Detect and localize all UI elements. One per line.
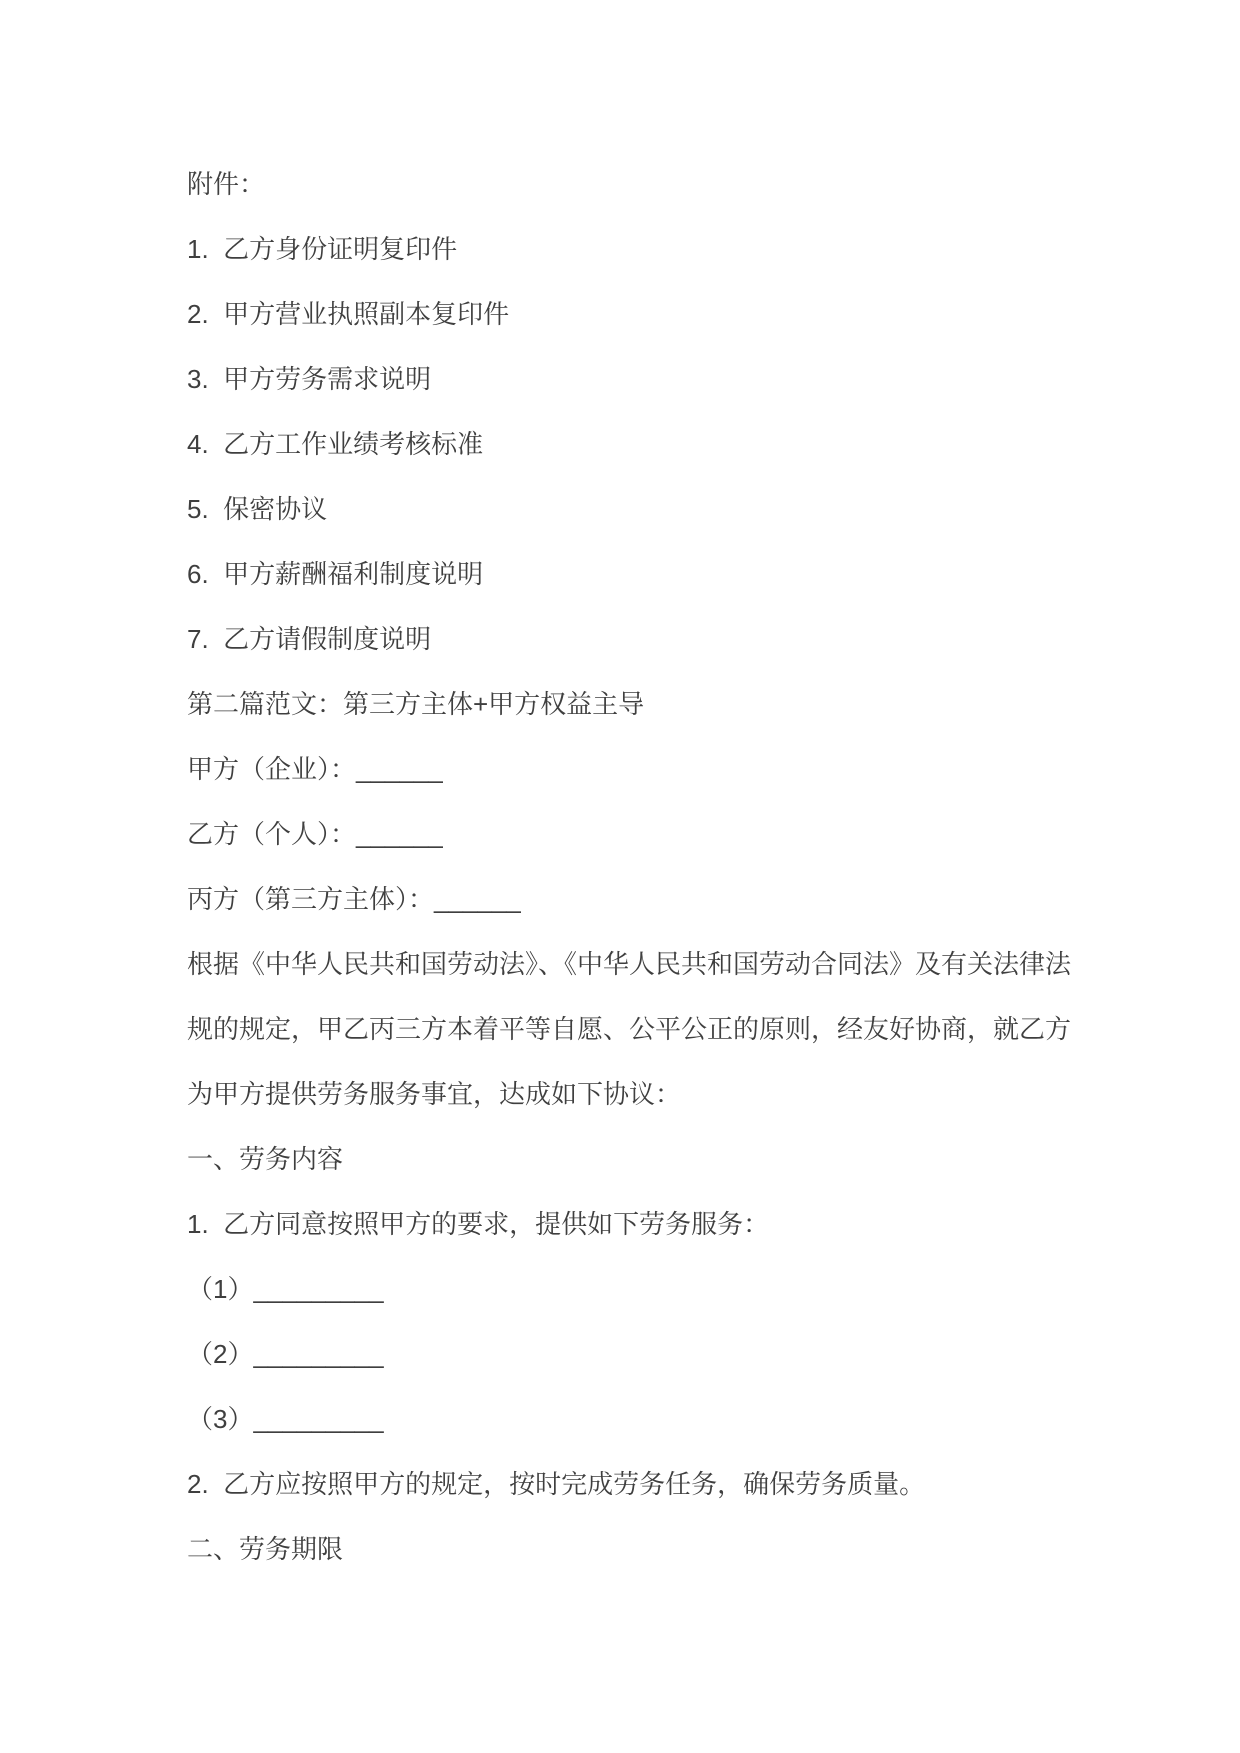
service-blank-1: （1）_________ bbox=[187, 1274, 384, 1304]
preamble-line-3: 为甲方提供劳务服务事宜，达成如下协议： bbox=[187, 1079, 682, 1109]
attachment-item-2: 2. 甲方营业执照副本复印件 bbox=[187, 299, 510, 329]
attachment-item-6: 6. 甲方薪酬福利制度说明 bbox=[187, 559, 484, 589]
party-line-bingfang: 丙方（第三方主体）：______ bbox=[187, 884, 521, 914]
party-line-jiafang: 甲方（企业）：______ bbox=[187, 754, 443, 784]
template2-title: 第二篇范文：第三方主体+甲方权益主导 bbox=[187, 689, 645, 719]
party-line-yifang: 乙方（个人）：______ bbox=[187, 819, 443, 849]
service-blank-3: （3）_________ bbox=[187, 1404, 384, 1434]
clause1-heading: 一、劳务内容 bbox=[187, 1144, 344, 1174]
preamble-line-1: 根据《中华人民共和国劳动法》、《中华人民共和国劳动合同法》及有关法律法 bbox=[187, 949, 1072, 979]
service-blank-2: （2）_________ bbox=[187, 1339, 384, 1369]
clause2-heading: 二、劳务期限 bbox=[187, 1534, 344, 1564]
attachments-heading: 附件： bbox=[187, 169, 266, 199]
attachment-item-4: 4. 乙方工作业绩考核标准 bbox=[187, 429, 484, 459]
attachment-item-5: 5. 保密协议 bbox=[187, 494, 328, 524]
clause1-item-2: 2. 乙方应按照甲方的规定，按时完成劳务任务，确保劳务质量。 bbox=[187, 1469, 926, 1499]
contract-document bbox=[187, 152, 1087, 1582]
preamble-line-2: 规的规定，甲乙丙三方本着平等自愿、公平公正的原则，经友好协商，就乙方 bbox=[187, 1014, 1072, 1044]
attachment-item-7: 7. 乙方请假制度说明 bbox=[187, 624, 432, 654]
clause1-item-1: 1. 乙方同意按照甲方的要求，提供如下劳务服务： bbox=[187, 1209, 770, 1239]
attachment-item-1: 1. 乙方身份证明复印件 bbox=[187, 234, 458, 264]
attachment-item-3: 3. 甲方劳务需求说明 bbox=[187, 364, 432, 394]
